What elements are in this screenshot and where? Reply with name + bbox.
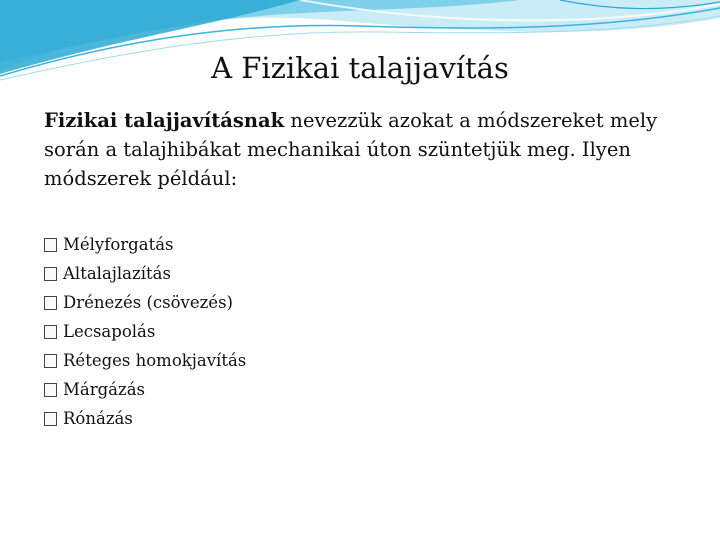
intro-bold-term: Fizikai talajjavításnak [44, 109, 285, 132]
list-item [44, 317, 246, 346]
square-bullet-icon [44, 354, 57, 368]
square-bullet-icon [44, 267, 57, 281]
list-item [44, 259, 246, 288]
list-item-label: Márgázás [63, 380, 146, 399]
list-item-label: Réteges homokjavítás [63, 351, 247, 370]
list-item [44, 230, 246, 259]
square-bullet-icon [44, 238, 57, 252]
square-bullet-icon [44, 325, 57, 339]
intro-text: nevezzük azokat a módszereket mely során a talajhibákat mechanikai úton szüntetjük meg. Ilyen módszerek például: [44, 109, 658, 190]
list-item-label: Drénezés (csövezés) [63, 293, 233, 312]
list-item [44, 375, 246, 404]
intro-paragraph [44, 106, 694, 193]
square-bullet-icon [44, 383, 57, 397]
list-item-label: Lecsapolás [63, 322, 156, 341]
square-bullet-icon [44, 412, 57, 426]
list-item [44, 288, 246, 317]
list-item [44, 404, 246, 433]
list-item [44, 346, 246, 375]
methods-list [44, 230, 246, 433]
list-item-label: Altalajlazítás [63, 264, 171, 283]
square-bullet-icon [44, 296, 57, 310]
list-item-label: Mélyforgatás [63, 235, 174, 254]
list-item-label: Rónázás [63, 409, 133, 428]
slide-title: A Fizikai talajjavítás [211, 51, 509, 85]
